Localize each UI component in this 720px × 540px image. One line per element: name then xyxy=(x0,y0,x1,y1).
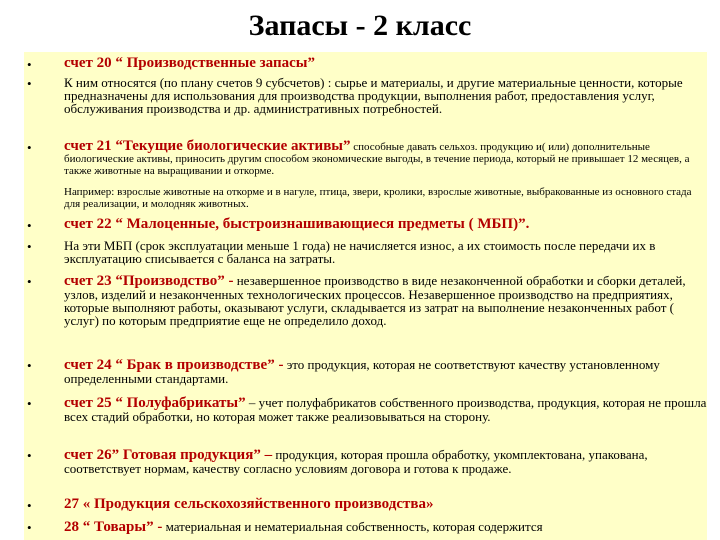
item-text xyxy=(64,274,707,327)
bullet-icon: • xyxy=(27,358,32,373)
bullet-icon: • xyxy=(27,218,32,233)
bullet-icon: • xyxy=(27,140,32,155)
item-text xyxy=(64,239,707,265)
item-text xyxy=(64,448,707,475)
item-heading: 27 « Продукция сельскохозяйственного производства» xyxy=(64,496,434,512)
item-heading: счет 24 “ Брак в производстве” - xyxy=(64,357,284,373)
bullet-icon: • xyxy=(27,76,32,91)
item-body: материальная и нематериальная собственность, которая содержится xyxy=(162,519,543,534)
item-body: способные давать сельхоз. продукцию и( или) дополнительные биологические активы, приносить другим способом экономические выгоды, в течение периода, который не привышает 12 месяцев, а также животные на выращивании и откорме. xyxy=(64,141,690,177)
bullet-icon: • xyxy=(27,57,32,72)
item-body: К ним относятся (по плану счетов 9 субсчетов) : сырье и материалы, и другие материальные ценности, которые предназначены для использования для производства продукции, выполнения работ, предоставления услуг, обслуживания производства и др. административных потребностей. xyxy=(64,75,683,116)
bullet-icon: • xyxy=(27,448,32,463)
item-body: На эти МБП (срок эксплуатации меньше 1 года) не начисляется износ, а их стоимость после передачи их в эксплуатацию списывается с баланса на затраты. xyxy=(64,238,656,266)
item-body: продукция, которая прошла обработку, укомплектована, упакована, соответствует нормам, качеству согласно условиям договора и готова к продаже. xyxy=(64,447,648,476)
item-heading: счет 21 “Текущие биологические активы” xyxy=(64,138,351,154)
item-heading: счет 20 “ Производственные запасы” xyxy=(64,55,315,71)
bullet-icon: • xyxy=(27,396,32,411)
item-text xyxy=(64,358,707,385)
item-heading: счет 26” Готовая продукция” – xyxy=(64,447,273,463)
item-text xyxy=(64,218,707,231)
content-panel xyxy=(24,52,707,540)
item-text xyxy=(64,186,707,210)
item-body: это продукция, которая не соответствуют качеству установленному определенными стандартами. xyxy=(64,357,660,386)
item-text xyxy=(64,140,707,177)
item-body: незавершенное производство в виде незаконченной обработки и сборки деталей, узлов, изделий и незаконченных технологических процессов. Незавершенное производство на предприятиях, которые выполняют работы, оказывают услуги, складывается из затрат на выполнение незаконченных работ ( услуг) по которым предприятие еще не определило доход. xyxy=(64,273,686,328)
item-text xyxy=(64,57,707,70)
bullet-icon: • xyxy=(27,239,32,254)
item-text xyxy=(64,396,707,423)
item-heading: счет 25 “ Полуфабрикаты” xyxy=(64,395,246,411)
bullet-icon: • xyxy=(27,520,32,535)
item-body: – учет полуфабрикатов собственного производства, продукция, которая не прошла всех стадий обработки, но которая может также реализовываться на сторону. xyxy=(64,395,707,424)
item-heading: 28 “ Товары” - xyxy=(64,519,163,535)
item-heading: счет 22 “ Малоценные, быстроизнашивающиеся предметы ( МБП)”. xyxy=(64,216,530,232)
slide-title: Запасы - 2 класс xyxy=(248,9,472,42)
item-body: Например: взрослые животные на откорме и в нагуле, птица, звери, кролики, взрослые животные, выбракованные из основного стада для реализации, и молодняк животных. xyxy=(64,186,692,210)
item-text xyxy=(64,76,707,115)
item-text xyxy=(64,498,707,511)
item-heading: счет 23 “Производство” - xyxy=(64,273,234,289)
bullet-icon: • xyxy=(27,498,32,513)
bullet-icon: • xyxy=(27,274,32,289)
item-text xyxy=(64,520,707,534)
